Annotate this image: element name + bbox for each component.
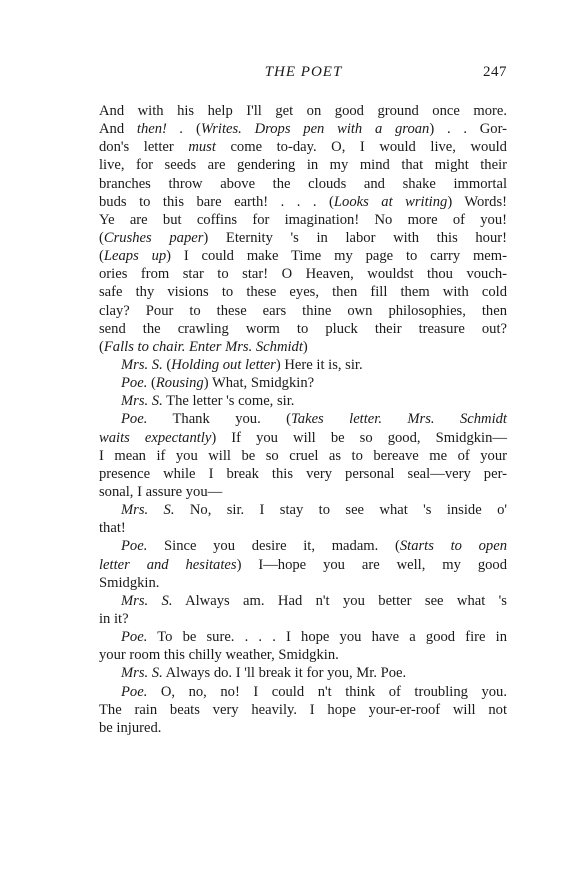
text-segment: (: [99, 248, 104, 265]
text-line: [99, 392, 507, 410]
text-line: [99, 302, 507, 320]
text-segment: buds to this bare earth! . . . (: [99, 193, 334, 210]
text-line: [99, 646, 507, 664]
text-segment: presence while I break this very personal seal—very per-: [99, 465, 507, 482]
running-title: THE POET: [264, 64, 343, 80]
text-line: [99, 356, 507, 374]
text-segment: And with his help I'll get on good ground once more.: [99, 103, 507, 119]
text-segment: To be sure. . . . I hope you have a good fire in: [147, 629, 507, 646]
text-line: [99, 447, 507, 465]
text-line: [99, 537, 507, 555]
text-segment: The rain beats very heavily. I hope your-er-roof will not: [99, 701, 507, 718]
text-segment: ) I—hope you are well, my good: [236, 556, 508, 573]
text-segment: (: [162, 356, 172, 373]
text-line: [99, 193, 507, 211]
text-segment: ): [302, 338, 308, 355]
text-line: [99, 247, 507, 265]
text-segment: Thank you. (: [147, 411, 292, 428]
text-segment: ) What, Smidgkin?: [203, 375, 315, 392]
italic-text-segment: then! .: [136, 121, 184, 138]
text-segment: live, for seeds are gendering in my mind that might their: [99, 157, 507, 174]
text-line: [99, 664, 507, 682]
italic-text-segment: Takes letter. Mrs. Schmidt: [291, 411, 507, 428]
text-line: [99, 138, 507, 156]
text-segment: (: [147, 375, 156, 392]
italic-text-segment: Mrs. S.: [121, 502, 175, 519]
italic-text-segment: Rousing: [155, 375, 204, 392]
text-segment: ) Here it is, sir.: [275, 356, 363, 373]
page-number: 247: [483, 64, 507, 80]
text-line: [99, 120, 507, 138]
text-segment: ) If you will be so good, Smidgkin—: [211, 429, 507, 446]
text-segment: sonal, I assure you—: [99, 483, 223, 500]
text-segment: safe thy visions to these eyes, then fill them with cold: [99, 284, 507, 301]
italic-text-segment: Crushes paper: [103, 229, 204, 246]
text-segment: O, no, no! I could n't think of troubling you.: [147, 683, 507, 700]
text-segment: that!: [99, 520, 126, 537]
text-line: [99, 338, 507, 356]
text-segment: don's letter: [99, 139, 189, 156]
text-segment: come to-day. O, I would live, would: [215, 139, 507, 156]
italic-text-segment: Starts to open: [399, 538, 507, 555]
text-line: [99, 265, 507, 283]
text-line: [99, 628, 507, 646]
text-segment: ories from star to star! O Heaven, wouldst thou vouch-: [99, 266, 507, 283]
text-line: [99, 574, 507, 592]
text-segment: Since you desire it, madam. (: [147, 538, 400, 555]
running-head: [100, 64, 507, 84]
italic-text-segment: Falls to chair. Enter Mrs. Schmidt: [103, 338, 303, 355]
text-line: [99, 501, 507, 519]
text-segment: No, sir. I stay to see what 's inside o': [174, 502, 507, 519]
text-segment: Always do. I 'll break it for you, Mr. Poe.: [162, 665, 407, 682]
italic-text-segment: Leaps up: [103, 248, 167, 265]
text-segment: your room this chilly weather, Smidgkin.: [99, 647, 339, 664]
text-segment: ) Words!: [447, 193, 508, 210]
text-line: [99, 483, 507, 501]
italic-text-segment: Mrs. S.: [121, 592, 173, 609]
text-line: [99, 410, 507, 428]
text-segment: Always am. Had n't you better see what 's: [172, 592, 507, 609]
italic-text-segment: Mrs. S.: [121, 393, 163, 410]
text-segment: in it?: [99, 610, 129, 627]
italic-text-segment: Poe.: [121, 683, 148, 700]
text-segment: (: [99, 229, 104, 246]
italic-text-segment: Poe.: [121, 538, 148, 555]
text-segment: ) . . Gor-: [429, 121, 507, 138]
text-line: [99, 374, 507, 392]
text-line: [99, 156, 507, 174]
italic-text-segment: Mrs. S.: [121, 665, 163, 682]
italic-text-segment: Poe.: [121, 629, 148, 646]
text-line: [99, 701, 507, 719]
italic-text-segment: Mrs. S.: [121, 356, 163, 373]
text-line: [99, 465, 507, 483]
text-segment: (: [99, 338, 104, 355]
text-segment: ) Eternity 's in labor with this hour!: [203, 229, 507, 246]
italic-text-segment: waits expectantly: [99, 429, 212, 446]
italic-text-segment: Poe.: [121, 411, 148, 428]
italic-text-segment: must: [188, 139, 216, 156]
text-segment: (: [183, 121, 201, 138]
text-line: [99, 592, 507, 610]
italic-text-segment: Poe.: [121, 375, 148, 392]
text-line: [99, 320, 507, 338]
text-segment: clay? Pour to these ears thine own philosophies, then: [99, 302, 507, 319]
text-segment: Smidgkin.: [99, 574, 160, 591]
text-line: [99, 556, 507, 574]
text-segment: The letter 's come, sir.: [162, 393, 295, 410]
text-segment: I mean if you will be so cruel as to bereave me of your: [99, 447, 507, 464]
text-line: [99, 283, 507, 301]
text-line: [99, 175, 507, 193]
text-segment: ) I could make Time my page to carry mem-: [166, 248, 507, 265]
text-line: [99, 719, 507, 737]
text-line: [99, 683, 507, 701]
text-line: [99, 102, 507, 120]
text-segment: And: [99, 121, 137, 138]
italic-text-segment: Holding out letter: [171, 356, 276, 373]
text-line: [99, 519, 507, 537]
text-line: [99, 610, 507, 628]
text-line: [99, 229, 507, 247]
text-line: [99, 429, 507, 447]
italic-text-segment: letter and hesitates: [99, 556, 237, 573]
italic-text-segment: Writes. Drops pen with a groan: [200, 121, 430, 138]
text-segment: send the crawling worm to pluck their treasure out?: [99, 320, 507, 337]
italic-text-segment: Looks at writing: [333, 193, 448, 210]
text-segment: be injured.: [99, 719, 162, 736]
text-line: [99, 211, 507, 229]
body-text: [99, 102, 507, 737]
text-segment: branches throw above the clouds and shake immortal: [99, 175, 507, 192]
text-segment: Ye are but coffins for imagination! No more of you!: [99, 211, 507, 228]
